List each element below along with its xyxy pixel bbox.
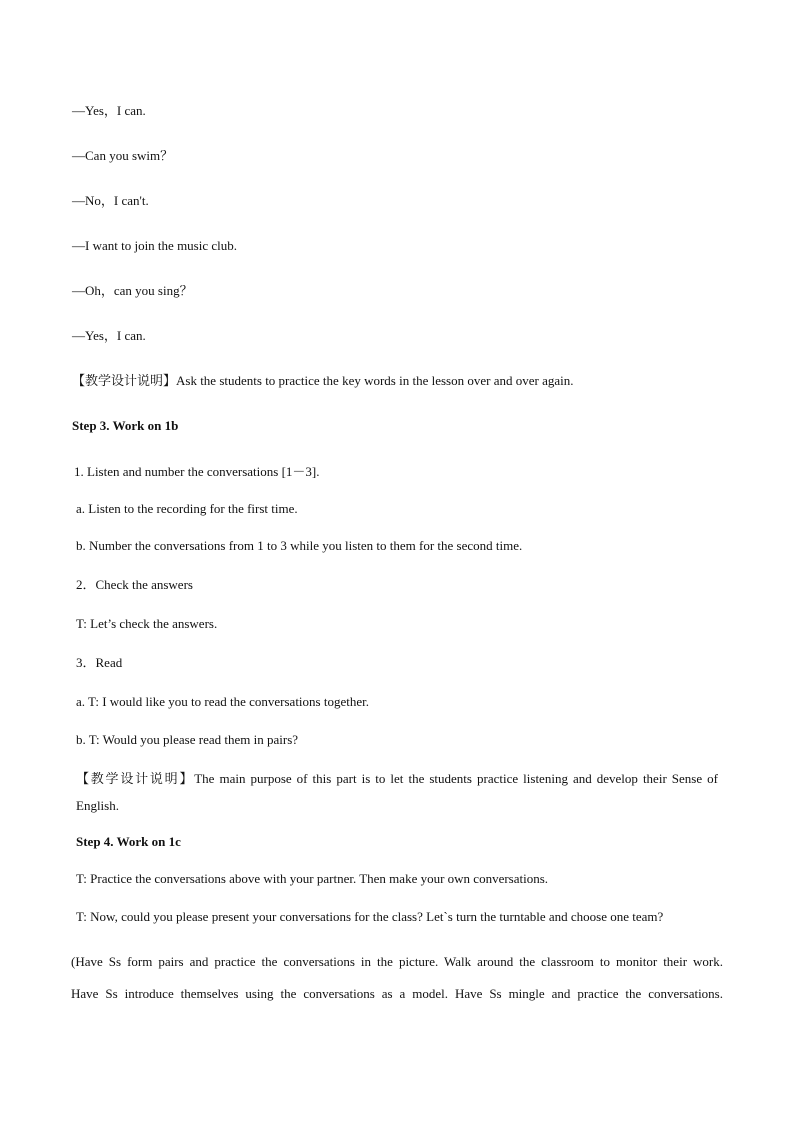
- step3-heading: Step 3. Work on 1b: [72, 418, 179, 433]
- step3-item-1: 1. Listen and number the conversations [1－3].: [74, 464, 320, 479]
- step3-item-3: 3．Read: [76, 655, 123, 670]
- step4-activity-line-1: (Have Ss form pairs and practice the conversations in the picture. Walk around the classroom to monitor their work.: [71, 954, 723, 969]
- step4-teacher-1: T: Practice the conversations above with your partner. Then make your own conversations.: [76, 871, 549, 886]
- step4-heading: Step 4. Work on 1c: [76, 834, 181, 849]
- dialogue-line-4: —I want to join the music club.: [72, 238, 238, 253]
- step4-teacher-2: T: Now, could you please present your conversations for the class? Let`s turn the turntable and choose one team?: [76, 909, 664, 924]
- step4-activity-line-2: Have Ss introduce themselves using the conversations as a model. Have Ss mingle and practice the conversations.: [71, 986, 723, 1001]
- step3-item-3a: a. T: I would like you to read the conversations together.: [76, 694, 369, 709]
- dialogue-line-5: —Oh，can you sing？: [72, 283, 193, 298]
- dialogue-line-1: —Yes，I can.: [72, 103, 146, 118]
- design-note-2: 【教学设计说明】The main purpose of this part is to let the students practice listening and develop their Sense of English.: [76, 771, 718, 813]
- dialogue-line-6: —Yes，I can.: [72, 328, 146, 343]
- step3-item-1b: b. Number the conversations from 1 to 3 while you listen to them for the second time.: [76, 538, 523, 553]
- step3-item-2-teacher: T: Let’s check the answers.: [76, 616, 218, 631]
- step3-item-1a: a. Listen to the recording for the first time.: [76, 501, 298, 516]
- step3-item-3b: b. T: Would you please read them in pairs?: [76, 732, 299, 747]
- dialogue-line-2: —Can you swim？: [72, 148, 174, 163]
- dialogue-line-3: —No，I can't.: [72, 193, 149, 208]
- design-note-1: 【教学设计说明】Ask the students to practice the key words in the lesson over and over again.: [72, 373, 574, 388]
- step3-item-2: 2．Check the answers: [76, 577, 193, 592]
